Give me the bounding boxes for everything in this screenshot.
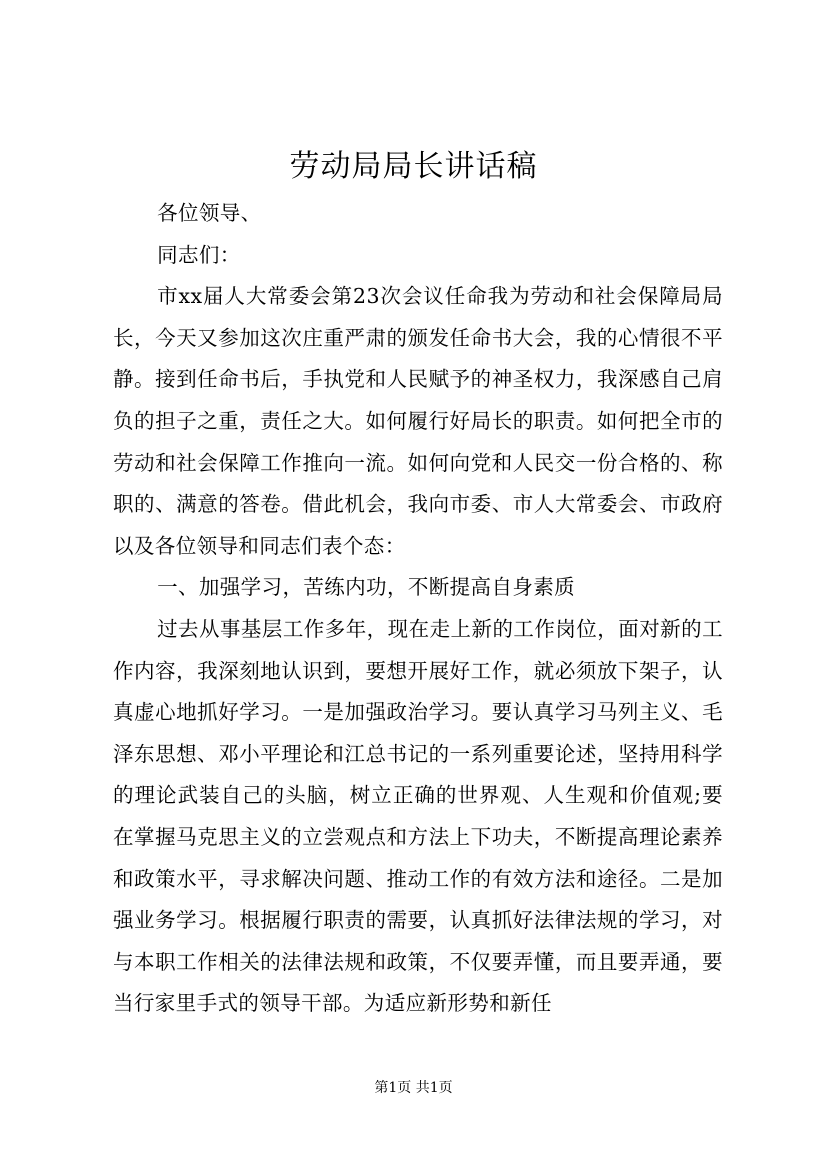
page-number-footer: 第1页 共1页 [374, 1080, 453, 1096]
paragraph-intro: 市xx届人大常委会第23次会议任命我为劳动和社会保障局局长，今天又参加这次庄重严肃的颁发任命书大会，我的心情很不平静。接到任命书后，手执党和人民赋予的神圣权力，我深感自己肩负的担子之重，责任之大。如何履行好局长的职责。如何把全市的劳动和社会保障工作推向一流。如何向党和人民交一份合格的、称职的、满意的答卷。借此机会，我向市委、市人大常委会、市政府以及各位领导和同志们表个态： [113, 284, 723, 558]
paragraph-study: 过去从事基层工作多年，现在走上新的工作岗位，面对新的工作内容，我深刻地认识到，要想开展好工作，就必须放下架子，认真虚心地抓好学习。一是加强政治学习。要认真学习马列主义、毛泽东思想、邓小平理论和江总书记的一系列重要论述，坚持用科学的理论武装自己的头脑，树立正确的世界观、人生观和价值观;要在掌握马克思主义的立尝观点和方法上下功夫，不断提高理论素养和政策水平，寻求解决问题、推动工作的有效方法和途径。二是加强业务学习。根据履行职责的需要，认真抓好法律法规的学习，对与本职工作相关的法律法规和政策，不仅要弄懂，而且要弄通，要当行家里手式的领导干部。为适应新形势和新任 [113, 616, 723, 1016]
document-title: 劳动局局长讲话稿 [289, 149, 538, 184]
section-heading-1: 一、加强学习，苦练内功，不断提高自身素质 [157, 575, 576, 600]
greeting-line-1: 各位领导、 [157, 201, 262, 225]
document-body [113, 193, 723, 1025]
greeting-line-2: 同志们： [157, 242, 241, 267]
